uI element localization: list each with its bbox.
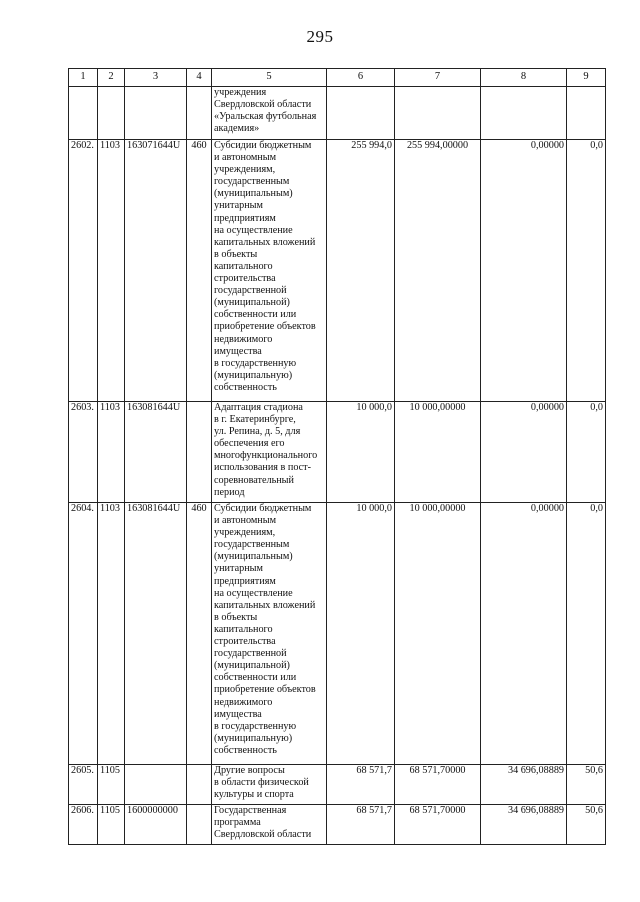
column-header: 2 <box>98 69 125 87</box>
item-name: Государственная программа Свердловской области <box>212 805 327 845</box>
amount: 10 000,0 <box>327 402 395 503</box>
table-row <box>69 140 606 402</box>
budget-table <box>68 68 606 845</box>
row-number: 2602. <box>69 140 98 402</box>
page-number: 295 <box>306 27 334 46</box>
section-code: 1103 <box>98 402 125 503</box>
column-header: 8 <box>481 69 567 87</box>
table-row <box>69 503 606 765</box>
column-header: 6 <box>327 69 395 87</box>
column-header: 9 <box>567 69 606 87</box>
table-row <box>69 87 606 140</box>
amount-precise: 68 571,70000 <box>395 765 481 805</box>
amount: 10 000,0 <box>327 503 395 765</box>
row-number: 2604. <box>69 503 98 765</box>
item-name: Субсидии бюджетным и автономным учреждениям, государственным (муниципальным) унитарным предприятиям на осуществление капитальных вложений в объекты капитального строительства государственной (муниципальной) собственности или приобретение объектов недвижимого имущества в государственную (муниципальную) собственность <box>212 503 327 765</box>
target-code: 163071644U <box>125 140 187 402</box>
execution-percent: 50,6 <box>567 805 606 845</box>
table-header-row <box>69 69 606 87</box>
target-code: 163081644U <box>125 402 187 503</box>
expense-type <box>187 765 212 805</box>
column-header: 1 <box>69 69 98 87</box>
amount <box>327 87 395 140</box>
amount-precise: 10 000,00000 <box>395 503 481 765</box>
amount-precise: 255 994,00000 <box>395 140 481 402</box>
item-name: учреждения Свердловской области «Уральская футбольная академия» <box>212 87 327 140</box>
table-row <box>69 402 606 503</box>
target-code <box>125 87 187 140</box>
row-number <box>69 87 98 140</box>
executed-amount: 0,00000 <box>481 140 567 402</box>
executed-amount: 0,00000 <box>481 402 567 503</box>
column-header: 3 <box>125 69 187 87</box>
item-name: Субсидии бюджетным и автономным учреждениям, государственным (муниципальным) унитарным предприятиям на осуществление капитальных вложений в объекты капитального строительства государственной (муниципальной) собственности или приобретение объектов недвижимого имущества в государственную (муниципальную) собственность <box>212 140 327 402</box>
amount-precise <box>395 87 481 140</box>
item-name: Другие вопросы в области физической культуры и спорта <box>212 765 327 805</box>
target-code: 1600000000 <box>125 805 187 845</box>
amount-precise: 68 571,70000 <box>395 805 481 845</box>
execution-percent <box>567 87 606 140</box>
column-header: 4 <box>187 69 212 87</box>
expense-type: 460 <box>187 503 212 765</box>
expense-type: 460 <box>187 140 212 402</box>
table-row <box>69 765 606 805</box>
executed-amount: 0,00000 <box>481 503 567 765</box>
item-name: Адаптация стадиона в г. Екатеринбурге, ул. Репина, д. 5, для обеспечения его многофункционального использования в пост- соревновательный период <box>212 402 327 503</box>
row-number: 2603. <box>69 402 98 503</box>
target-code: 163081644U <box>125 503 187 765</box>
execution-percent: 0,0 <box>567 503 606 765</box>
amount: 255 994,0 <box>327 140 395 402</box>
section-code: 1103 <box>98 140 125 402</box>
executed-amount <box>481 87 567 140</box>
executed-amount: 34 696,08889 <box>481 805 567 845</box>
row-number: 2605. <box>69 765 98 805</box>
row-number: 2606. <box>69 805 98 845</box>
column-header: 7 <box>395 69 481 87</box>
amount: 68 571,7 <box>327 805 395 845</box>
execution-percent: 50,6 <box>567 765 606 805</box>
execution-percent: 0,0 <box>567 402 606 503</box>
section-code: 1105 <box>98 805 125 845</box>
expense-type <box>187 402 212 503</box>
expense-type <box>187 805 212 845</box>
executed-amount: 34 696,08889 <box>481 765 567 805</box>
amount-precise: 10 000,00000 <box>395 402 481 503</box>
column-header: 5 <box>212 69 327 87</box>
execution-percent: 0,0 <box>567 140 606 402</box>
table-row <box>69 805 606 845</box>
target-code <box>125 765 187 805</box>
amount: 68 571,7 <box>327 765 395 805</box>
expense-type <box>187 87 212 140</box>
section-code: 1103 <box>98 503 125 765</box>
section-code <box>98 87 125 140</box>
section-code: 1105 <box>98 765 125 805</box>
